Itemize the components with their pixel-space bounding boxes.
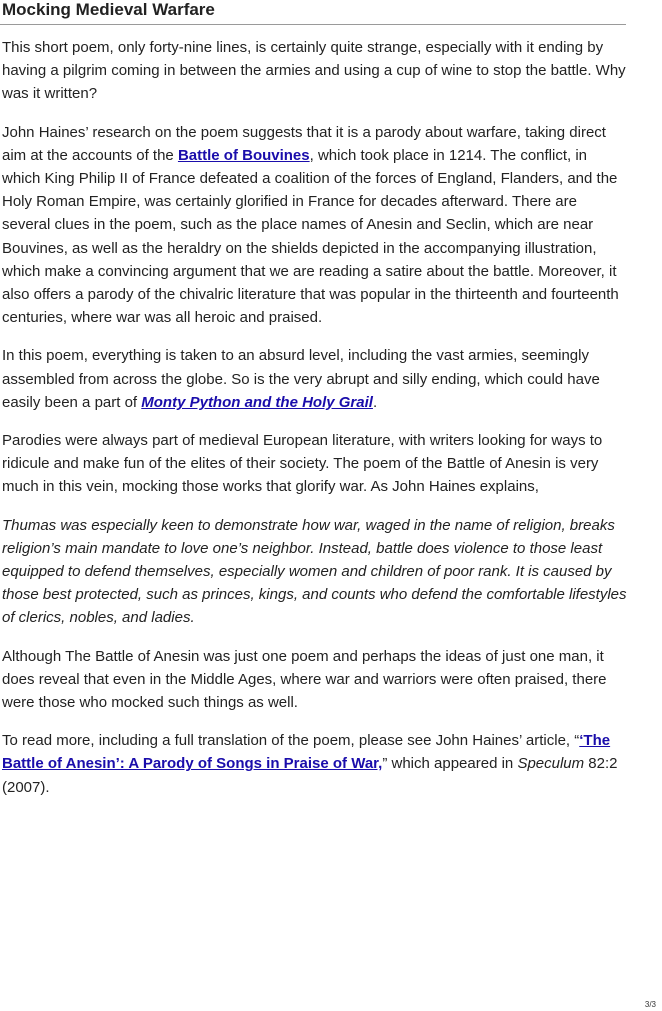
paragraph-absurd: [2, 344, 628, 414]
paragraph-research-text-2: , which took place in 1214. The conflict, in which King Philip II of France defeated a coalition of the forces of England, Flanders, and the Holy Roman Empire, was certainly glorified in France for decades afterward. There are several clues in the poem, such as the place names of Anesin and Seclin, which are near Bouvines, as well as the heraldry on the shields depicted in the accompanying illustration, which make a convincing argument that we are reading a satire about the battle. Moreover, it also offers a parody of the chivalric literature that was popular in the thirteenth and fourteenth centuries, where war was all heroic and praised.: [2, 146, 619, 327]
article-link[interactable]: ‘The Battle of Anesin’: A Parody of Songs in Praise of War,: [2, 732, 611, 773]
further-reading-text-2: ” which appeared in: [382, 755, 518, 773]
paragraph-conclusion: Although The Battle of Anesin was just one poem and perhaps the ideas of just one man, it does reveal that even in the Middle Ages, where war and warriors were often praised, there were those who mocked such things as well.: [2, 647, 607, 712]
article-title: Mocking Medieval Warfare: [2, 0, 215, 19]
paragraph-further-reading: [2, 729, 628, 799]
battle-of-bouvines-link[interactable]: Battle of Bouvines: [177, 146, 310, 164]
paragraph-absurd-text-1: In this poem, everything is taken to an absurd level, including the vast armies, seemingly assembled from across the globe. So is the very abrupt and silly ending, which could have easily been a part of: [2, 347, 600, 411]
monty-python-link[interactable]: Monty Python and the Holy Grail: [141, 393, 373, 411]
paragraph-research-text-1: John Haines’ research on the poem suggests that it is a parody about warfare, taking direct aim at the accounts of the: [2, 123, 606, 164]
paragraph-parodies: Parodies were always part of medieval European literature, with writers looking for ways to ridicule and make fun of the elites of their society. The poem of the Battle of Anesin is very much in this vein, mocking those works that glorify war. As John Haines explains,: [2, 432, 603, 496]
paragraph-research: [2, 121, 628, 330]
article-body: [2, 36, 628, 814]
further-reading-text-3: 82:2 (2007).: [2, 755, 618, 796]
paragraph-absurd-text-2: .: [372, 393, 378, 411]
title-divider: [0, 24, 626, 25]
page-number: 3/3: [644, 1000, 656, 1009]
block-quote: Thumas was especially keen to demonstrate how war, waged in the name of religion, breaks religion’s main mandate to love one’s neighbor. Instead, battle does violence to those least equipped to defend themselves, especially women and children of poor rank. It is caused by those best protected, such as princes, kings, and counts who defend the comfortable lifestyles of clerics, nobles, and ladies.: [2, 516, 627, 627]
further-reading-text-1: To read more, including a full translation of the poem, please see John Haines’ article, “: [2, 732, 580, 750]
paragraph-intro: This short poem, only forty-nine lines, is certainly quite strange, especially with it ending by having a pilgrim coming in between the armies and using a cup of wine to stop the battle. Why was it written?: [2, 39, 626, 103]
journal-name: Speculum: [517, 755, 585, 773]
